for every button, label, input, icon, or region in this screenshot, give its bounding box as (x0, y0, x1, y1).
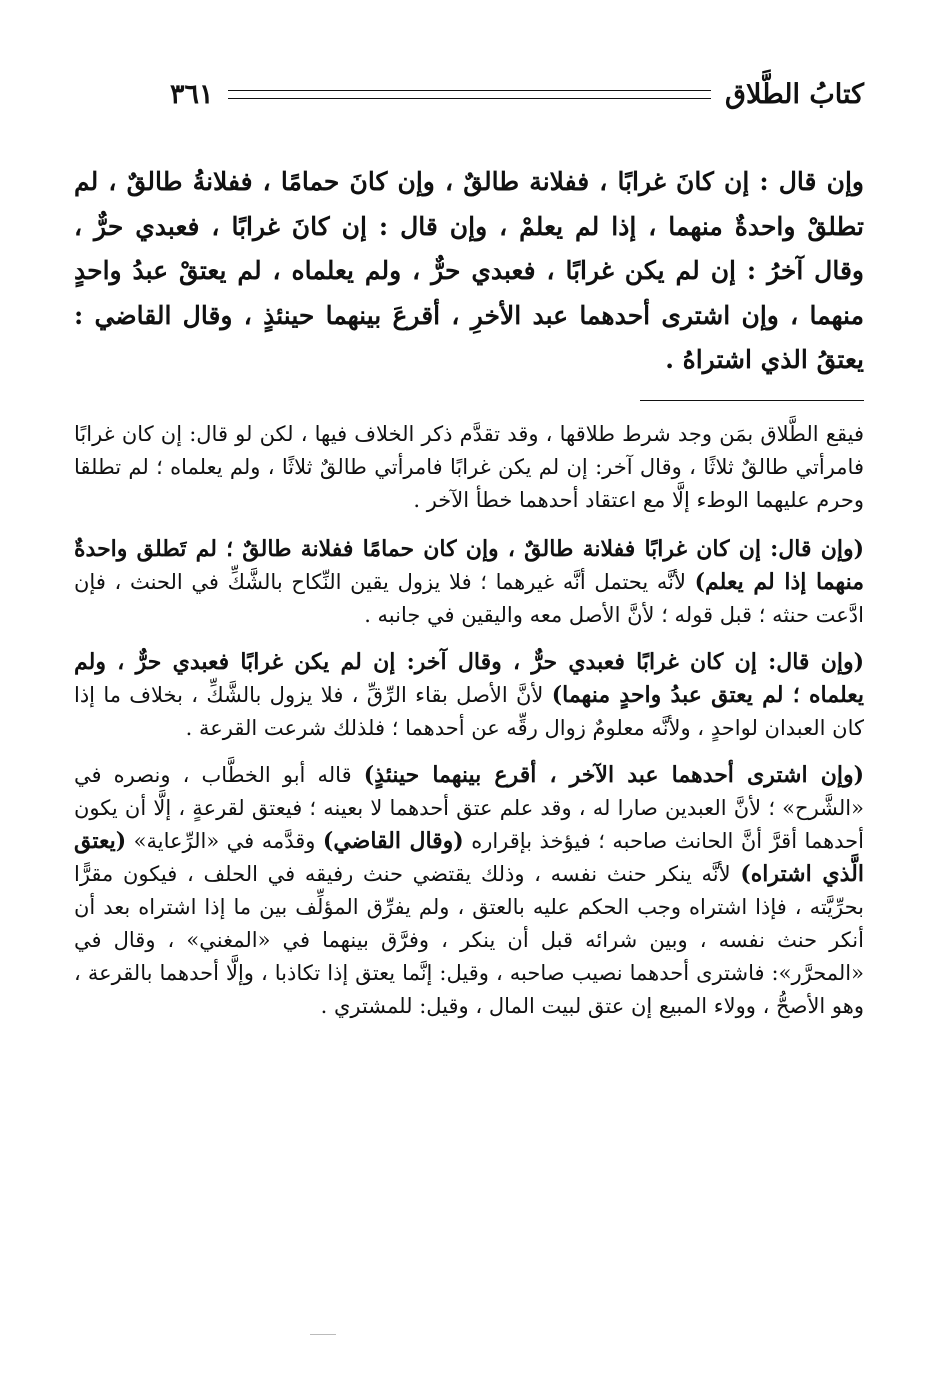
commentary-paragraph-2 (74, 533, 864, 632)
quoted-matn: (يعتق الَّذي اشتراه) (74, 828, 864, 887)
commentary (74, 418, 864, 1037)
commentary-text: لأنَّ الأصل بقاء الرِّقِّ ، فلا يزول بالشَّكِّ ، بخلاف ما إذا كان العبدان لواحدٍ ، ولأنَّه معلومٌ زوال رقِّه عن أحدهما ؛ فلذلك شرعت القرعة . (74, 683, 864, 740)
commentary-text: لأنَّه يحتمل أنَّه غيرهما ؛ فلا يزول يقين النِّكاح بالشَّكِّ في الحنث ، فإن ادَّعت حنثه ؛ قبل قوله ؛ لأنَّ الأصل معه واليقين في جانبه . (74, 570, 864, 627)
commentary-paragraph-1: فيقع الطَّلاق بمَن وجد شرط طلاقها ، وقد تقدَّم ذكر الخلاف فيها ، لكن لو قال: إن كان غرابًا فامرأتي طالقٌ ثلاثًا ، وقال آخر: إن لم يكن غرابًا فامرأتي طالقٌ ثلاثًا ، ولم يعلماه ؛ لم تطلقا وحرم عليهما الوطء إلَّا مع اعتقاد أحدهما خطأ الآخر . (74, 422, 864, 512)
commentary-text: قاله أبو الخطَّاب ، ونصره في «الشَّرح» ؛ لأنَّ العبدين صارا له ، وقد علم عتق أحدهما لا بعينه ؛ فيعتق لقرعةٍ ، إلَّا أن يكون أحدهما أقرَّ أنَّ الحانث صاحبه ؛ فيؤخذ بإقراره (74, 763, 864, 853)
running-header (170, 72, 864, 116)
footnote-separator (640, 400, 864, 401)
quoted-matn: (وإن اشترى أحدهما عبد الآخر ، أقرع بينهما حينئذٍ) (363, 762, 864, 788)
commentary-paragraph-4 (74, 759, 864, 1023)
quoted-matn: (وإن قال: إن كان غرابًا ففلانة طالقٌ ، وإن كان حمامًا ففلانة طالقٌ ؛ لم تَطلق واحدةٌ منهما إذا لم يعلم) (74, 536, 864, 595)
main-text: وإن قال : إن كانَ غرابًا ، ففلانة طالقٌ ، وإن كانَ حمامًا ، ففلانةُ طالقٌ ، لم تطلقْ واحدةٌ منهما ، إذا لم يعلمْ ، وإن قال : إن كانَ غرابًا ، فعبدي حرٌّ ، وقال آخرُ : إن لم يكن غرابًا ، فعبدي حرٌّ ، ولم يعلماه ، لم يعتقْ عبدُ واحدٍ منهما ، وإن اشترى أحدهما عبد الأخرِ ، أقرعَ بينهما حينئذٍ ، وقال القاضي : يعتقُ الذي اشتراهُ . (74, 167, 864, 374)
commentary-text: وقدَّمه في «الرِّعاية» (126, 829, 323, 853)
quoted-matn: (وإن قال: إن كان غرابًا فعبدي حرٌّ ، وقال آخر: إن لم يكن غرابًا فعبدي حرٌّ ، ولم يعلماه ؛ لم يعتق عبدُ واحدٍ منهما) (74, 649, 864, 708)
commentary-paragraph-3 (74, 646, 864, 745)
commentary-text: لأنَّه ينكر حنث نفسه ، وذلك يقتضي حنث رفيقه في الحلف ، فيكون مقرًّا بحرِّيَّته ، فإذا اشتراه وجب الحكم عليه بالعتق ، ولم يفرِّق المؤلِّف بين ما إذا اشتراه بعد أن أنكر حنث نفسه ، وبين شرائه قبل أن ينكر ، وفرَّق بينهما في «المغني» ، وقال في «المحرَّر»: فاشترى أحدهما نصيب صاحبه ، وقيل: إنَّما يعتق إذا تكاذبا ، وإلَّا أحدهما بالقرعة ، وهو الأصحُّ ، وولاء المبيع إن عتق لبيت المال ، وقيل: للمشتري . (74, 862, 864, 1018)
footer-mark (310, 1334, 336, 1335)
page-number: ٣٦١ (170, 78, 214, 110)
quoted-matn: (وقال القاضي) (322, 828, 464, 854)
header-rule (228, 90, 712, 99)
chapter-title: كتابُ الطَّلاق (725, 78, 864, 110)
